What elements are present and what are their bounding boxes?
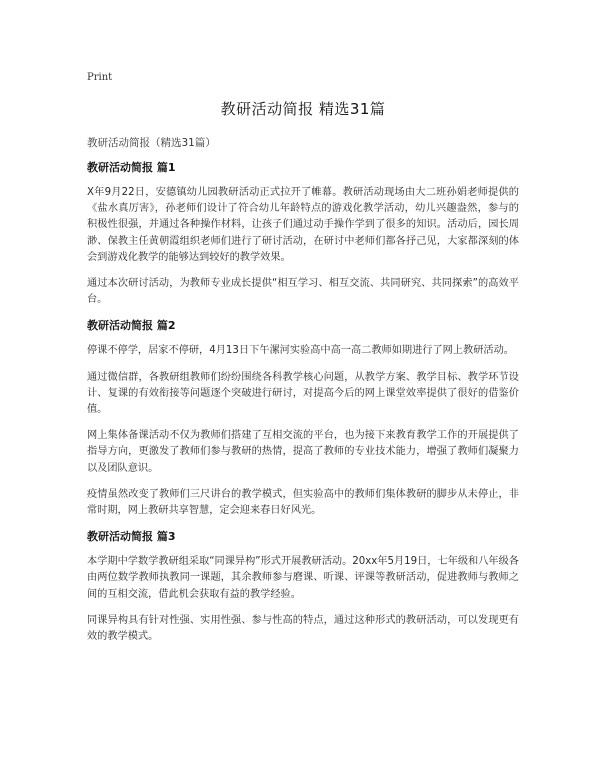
paragraph: 同课异构具有针对性强、实用性强、参与性高的特点，通过这种形式的教研活动，可以发现更有效的教学模式。 [87,614,519,643]
paragraph: 本学期中学数学教研组采取“同课异构”形式开展教研活动。20xx年5月19日，七年级和八年级各由两位数学教师执教同一课题，其余教师参与磨课、听课、评课等教研活动，促进教师与教师之间的互相交流，借此机会获取有益的教学经验。 [87,556,519,600]
page-title: 教研活动简报 精选31篇 [220,100,386,118]
paragraph: 疫情虽然改变了教师们三尺讲台的教学模式，但实验高中的教师们集体教研的脚步从未停止，非常时期，网上教研共享智慧，定会迎来春日好风光。 [87,488,519,517]
section-1 [87,160,519,308]
document-subtitle: 教研活动简报（精选31篇） [87,137,216,149]
section-3 [87,529,519,645]
section-heading: 教研活动简报 篇3 [87,530,176,544]
section-heading: 教研活动简报 篇2 [87,319,176,333]
section-2 [87,318,519,519]
paragraph: 通过微信群，各教研组教师们纷纷围绕各科教学核心问题，从教学方案、教学目标、教学环节设计、复课的有效衔接等问题逐个突破进行研讨，对提高今后的网上课堂效率提供了很好的借鉴价值。 [87,371,519,416]
section-heading: 教研活动简报 篇1 [87,161,176,174]
paragraph: X年9月22日，安德镇幼儿园教研活动正式拉开了帷幕。教研活动现场由大二班孙娟老师提供的《盐水真厉害》，孙老师们设计了符合幼儿年龄特点的游戏化教学活动，幼儿兴趣盎然，参与的积极性很强，并通过各种操作材料，让孩子们通过动手操作学到了很多的知识。活动后，园长周渺、保教主任黄朝霞组织老师们进行了研讨活动，在研讨中老师们都各抒己见，大家都深刻的体会到游戏化教学的能够达到较好的教学效果。 [87,187,519,263]
print-label: Print [87,72,113,83]
paragraph: 网上集体备课活动不仅为教师们搭建了互相交流的平台，也为接下来教育教学工作的开展提供了指导方向，更激发了教师们参与教研的热情，提高了教师的专业技术能力，增强了教师们凝聚力以及团队意识。 [87,430,519,474]
document-body [87,160,519,655]
paragraph: 停课不停学，居家不停研，4月13日下午漯河实验高中高一高二教师如期进行了网上教研活动。 [87,345,514,357]
paragraph: 通过本次研讨活动，为教师专业成长提供“相互学习、相互交流、共同研究、共同探索”的高效平台。 [87,278,519,306]
